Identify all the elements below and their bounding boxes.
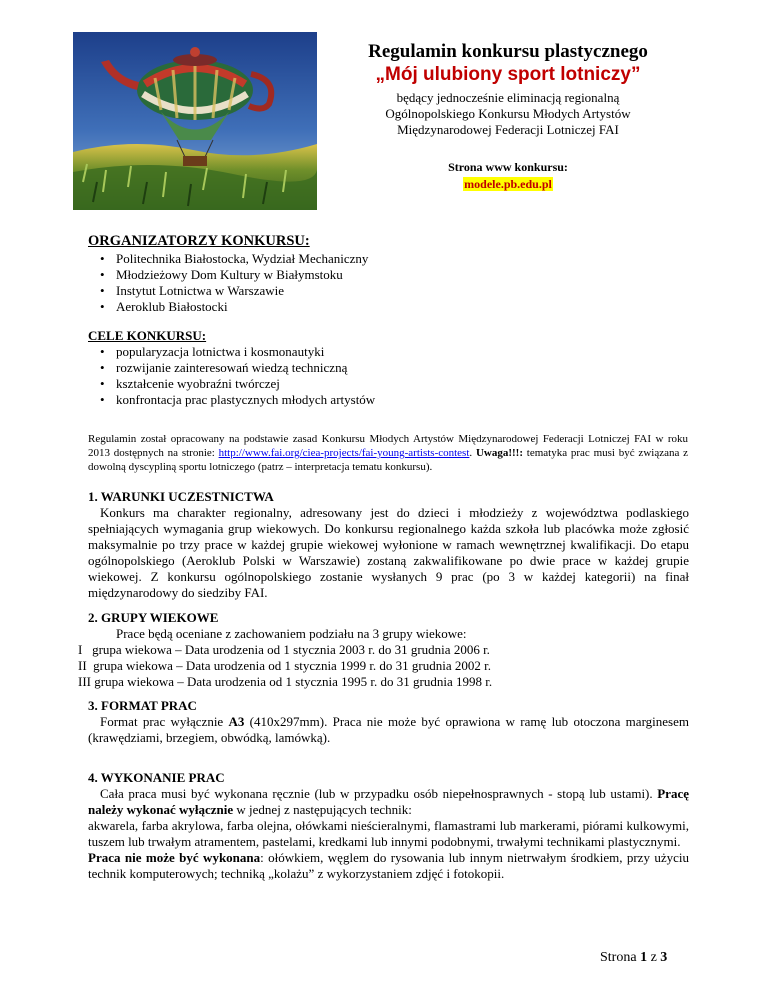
current-page: 1: [640, 950, 648, 965]
goals-heading: CELE KONKURSU:: [88, 328, 207, 343]
section-1-title: 1. WARUNKI UCZESTNICTWA: [88, 489, 274, 504]
list-item: • Aeroklub Białostocki: [88, 299, 688, 315]
list-item: • konfrontacja prac plastycznych młodych artystów: [88, 392, 688, 408]
age-group-3: III grupa wiekowa – Data urodzenia od 1 stycznia 1995 r. do 31 grudnia 1998 r.: [78, 674, 493, 689]
format-text-pre: Format prac wyłącznie: [100, 714, 229, 729]
section-age-groups: [78, 610, 689, 690]
forbidden-label: Praca nie może być wykonana: [88, 850, 261, 865]
warning-text: tematyka prac musi być związana z dowolną dyscypliną sportu lotniczego (patrz – interpretacja tematu konkursu).: [88, 447, 689, 473]
page-separator: z: [647, 950, 661, 965]
forbidden-text: : ołówkiem, węglem do rysowania lub innym nietrwałym środkiem, przy użyciu technik komputerowych; techniką „kolażu” z wykorzystaniem zdjęć i fotokopii.: [88, 850, 689, 881]
execution-text-bold: Pracę należy wykonać wyłącznie: [88, 786, 689, 817]
list-item: • Politechnika Białostocka, Wydział Mechaniczny: [88, 251, 688, 267]
list-item: • popularyzacja lotnictwa i kosmonautyki: [88, 344, 688, 360]
regulation-note: [88, 432, 688, 474]
age-groups-intro: Prace będą oceniane z zachowaniem podziału na 3 grupy wiekowe:: [116, 626, 467, 641]
contest-website-label: Strona www konkursu:: [448, 160, 568, 174]
contest-theme-title: „Mój ulubiony sport lotniczy”: [375, 64, 641, 85]
section-2-title: 2. GRUPY WIEKOWE: [88, 610, 219, 625]
page-number: [600, 950, 667, 966]
execution-techniques: akwarela, farba akrylowa, farba olejna, ołówkami nieścieralnymi, flamastrami lub markerami, piórami kulkowymi, tuszem lub trwałym atramentem, pastelami, kredkami lub innymi podobnymi, trwałymi technikami plastycznymi.: [88, 818, 689, 849]
list-item: • Instytut Lotnictwa w Warszawie: [88, 283, 688, 299]
section-3-text: [88, 714, 689, 746]
age-group-2: II grupa wiekowa – Data urodzenia od 1 stycznia 1999 r. do 31 grudnia 2002 r.: [78, 658, 492, 673]
execution-text-a: Cała praca musi być wykonana ręcznie (lub w przypadku osób niepełnosprawnych - stopą lub ustami).: [100, 786, 658, 801]
age-group-1: I grupa wiekowa – Data urodzenia od 1 stycznia 2003 r. do 31 grudnia 2006 r.: [78, 642, 490, 657]
execution-text-c: w jednej z następujących technik:: [233, 802, 412, 817]
total-pages: 3: [660, 950, 668, 965]
format-text-post: (410x297mm). Praca nie może być oprawiona w ramę lub otoczona marginesem (krawędziami, brzegiem, obwódką, lamówką).: [88, 714, 689, 745]
list-item: • rozwijanie zainteresowań wiedzą techniczną: [88, 360, 688, 376]
section-participation: [88, 489, 689, 601]
organizers-list: [88, 251, 688, 315]
section-4-title: 4. WYKONANIE PRAC: [88, 770, 225, 785]
organizers-section: [88, 233, 688, 315]
section-format: [88, 698, 689, 746]
page-label: Strona: [600, 950, 641, 965]
section-3-title: 3. FORMAT PRAC: [88, 698, 197, 713]
teapot-balloon-illustration: [73, 32, 317, 210]
list-item: • kształcenie wyobraźni twórczej: [88, 376, 688, 392]
goals-section: [88, 328, 688, 408]
section-execution: [88, 770, 689, 882]
section-1-text: Konkurs ma charakter regionalny, adresowany jest do dzieci i młodzieży z województwa podlaskiego spełniających wymagania grup wiekowych. Do konkursu regionalnego każda szkoła lub placówka może zgłosić maksymalnie po trzy prace w każdej grupie wiekowej wyłonione w ramach wewnętrznej kwalifikacji. Do etapu ogólnopolskiego (Aeroklub Polski w Warszawie) zostaną zakwalifikowane po dwie prace w każdej grupie wiekowej. Z konkursu ogólnopolskiego zostanie wysłanych 9 prac (po 3 w każdej kategorii) na finał międzynarodowy do siedziby FAI.: [88, 505, 689, 600]
header-description-line-1: będący jednocześnie eliminacją regionalną: [396, 90, 620, 105]
document-header: [318, 40, 698, 193]
fai-contest-link[interactable]: http://www.fai.org/ciea-projects/fai-young-artists-contest: [218, 447, 470, 459]
header-description-line-2: Ogólnopolskiego Konkursu Młodych Artystów: [385, 106, 631, 121]
warning-label: Uwaga!!!:: [475, 447, 523, 459]
organizers-heading: ORGANIZATORZY KONKURSU:: [88, 233, 310, 249]
execution-forbidden: [88, 850, 689, 882]
header-description-line-3: Międzynarodowej Federacji Lotniczej FAI: [397, 122, 619, 137]
document-title: Regulamin konkursu plastycznego: [368, 41, 648, 62]
format-a3: A3: [228, 714, 245, 729]
note-period: .: [469, 447, 473, 459]
goals-list: [88, 344, 688, 408]
list-item: • Młodzieżowy Dom Kultury w Białymstoku: [88, 267, 688, 283]
execution-paragraph-1: [88, 786, 689, 818]
note-text: Regulamin został opracowany na podstawie zasad Konkursu Młodych Artystów Międzynarodowej Federacji Lotniczej FAI w roku 2013 dostępnych na stronie:: [88, 433, 688, 459]
contest-poster-image: [73, 32, 317, 210]
contest-website-url[interactable]: modele.pb.edu.pl: [464, 177, 552, 191]
